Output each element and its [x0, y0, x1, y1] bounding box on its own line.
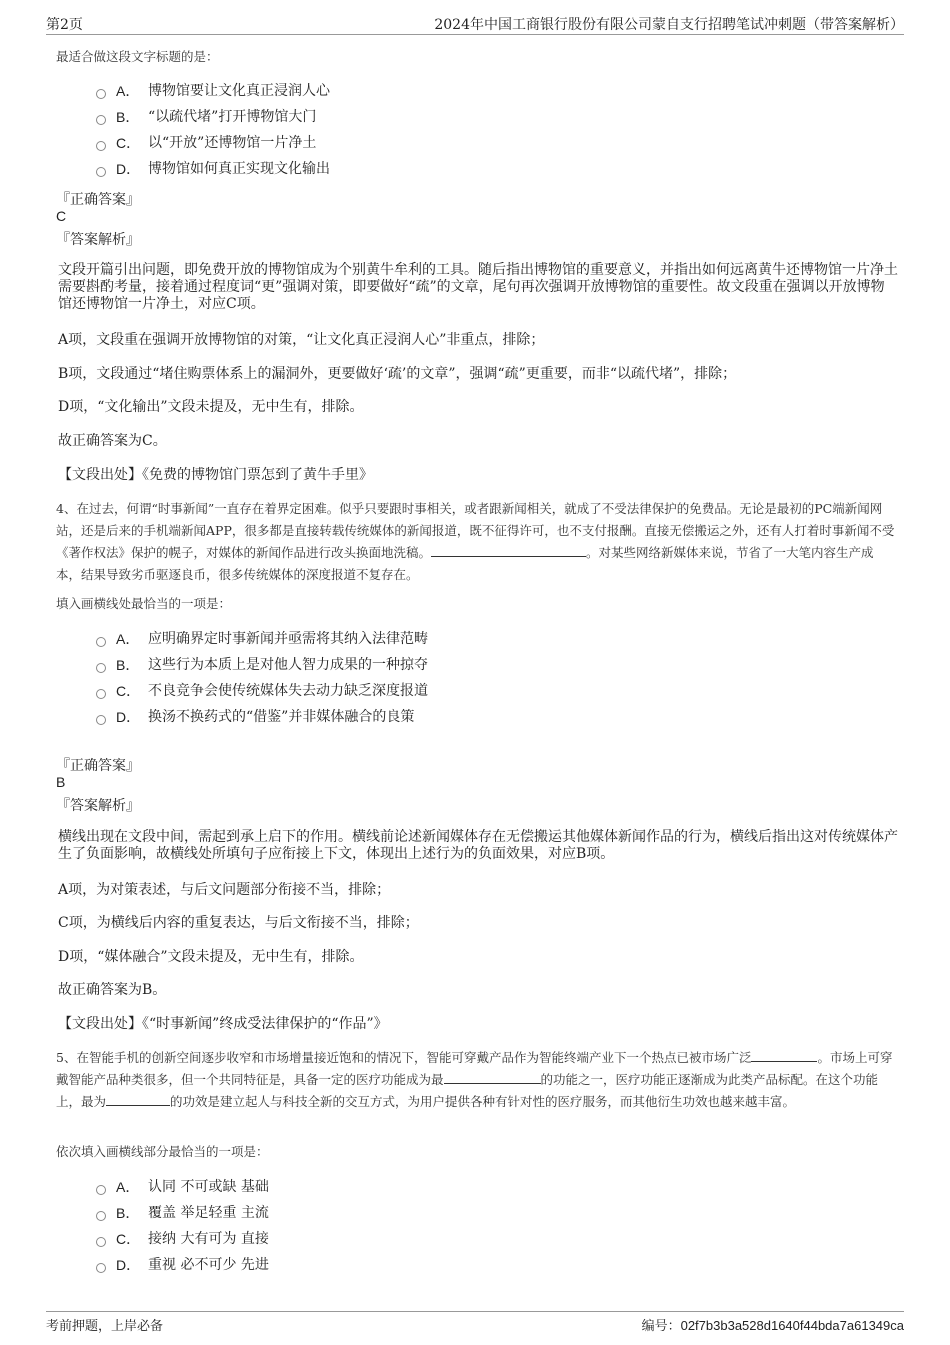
q4-option-c[interactable]: C． 不良竞争会使传统媒体失去动力缺乏深度报道 [96, 678, 428, 704]
q4-stem: 4、在过去，何谓“时事新闻”一直存在着界定困难。似乎只要跟时事相关，或者跟新闻相关，就成了不受法律保护的免费品。无论是最初的PC端新闻网站，还是后来的手机端新闻APP，很多都是直接转载传统媒体的新闻报道，既不征得许可，也不支付报酬。直接无偿搬运之外，还有人打着时事新闻不受《著作权法》保护的幌子，对媒体的新闻作品进行改头换面地洗稿。 。对某些网络新媒体来说，节省了一大笔内容生产成本，结果导致劣币驱逐良币，很多传统媒体的深度报道不复存在。 [56, 501, 895, 582]
q3-analysis-line: D项，“文化输出”文段未提及，无中生有，排除。 [58, 399, 364, 415]
radio-button[interactable] [96, 1211, 106, 1221]
document-code: 编号：02f7b3b3a528d1640f44bda7a61349ca [641, 1318, 904, 1334]
radio-button[interactable] [96, 1263, 106, 1273]
q4-analysis-text: 横线出现在文段中间，需起到承上启下的作用。横线前论述新闻媒体存在无偿搬运其他媒体新闻作品的行为，横线后指出这对传统媒体产生了负面影响，故横线处所填句子应衔接上下文，体现出上述行为的负面效果，对应B项。 [58, 829, 898, 862]
q5-option-d[interactable]: D． 重视 必不可少 先进 [96, 1252, 269, 1278]
q3-option-c[interactable]: C． 以“开放”还博物馆一片净土 [96, 130, 330, 156]
q5-option-a[interactable]: A． 认同 不可或缺 基础 [96, 1174, 269, 1200]
page-number: 第2页 [46, 17, 83, 33]
q3-analysis-line: A项，文段重在强调开放博物馆的对策，“让文化真正浸润人心”非重点，排除； [58, 332, 545, 348]
q4-analysis-line: A项，为对策表述，与后文问题部分衔接不当，排除； [58, 882, 391, 898]
radio-button[interactable] [96, 89, 106, 99]
radio-button[interactable] [96, 715, 106, 725]
radio-button[interactable] [96, 637, 106, 647]
q3-prompt: 最适合做这段文字标题的是： [56, 49, 219, 64]
q4-source: 【文段出处】《“时事新闻”终成受法律保护的“作品”》 [58, 1016, 388, 1032]
document-title: 2024年中国工商银行股份有限公司蒙自支行招聘笔试冲刺题（带答案解析） [434, 17, 904, 33]
q3-source: 【文段出处】《免费的博物馆门票怎到了黄牛手里》 [58, 467, 373, 483]
q3-answer: C [56, 208, 67, 224]
q3-option-d[interactable]: D． 博物馆如何真正实现文化输出 [96, 156, 330, 182]
q3-analysis-text: 文段开篇引出问题，即免费开放的博物馆成为个别黄牛牟利的工具。随后指出博物馆的重要意义，并指出如何远离黄牛还博物馆一片净土需要斟酌考量，接着通过程度词“更”强调对策，即要做好“疏”的文章，尾句再次强调开放博物馆的重要性。故文段重在强调以开放博物馆还博物馆一片净土，对应C项。 [58, 262, 898, 312]
q4-answer: B [56, 774, 66, 790]
radio-button[interactable] [96, 1185, 106, 1195]
q5-option-c[interactable]: C． 接纳 大有可为 直接 [96, 1226, 269, 1252]
q3-option-b[interactable]: B． “以疏代堵”打开博物馆大门 [96, 104, 330, 130]
q4-analysis-line: D项，“媒体融合”文段未提及，无中生有，排除。 [58, 949, 364, 965]
q4-prompt: 填入画横线处最恰当的一项是： [56, 596, 232, 611]
q5-prompt: 依次填入画横线部分最恰当的一项是： [56, 1144, 269, 1159]
q3-conclusion: 故正确答案为C。 [58, 433, 167, 449]
q4-analysis-label: 『答案解析』 [56, 798, 140, 814]
q3-options [96, 78, 330, 182]
blank-line [444, 1070, 541, 1084]
q3-analysis-line: B项，文段通过“堵住购票体系上的漏洞外，更要做好‘疏’的文章”，强调“疏”更重要，而非“以疏代堵”，排除； [58, 366, 737, 382]
q4-answer-label: 『正确答案』 [56, 758, 140, 774]
q5-options [96, 1174, 269, 1278]
blank-line [431, 543, 586, 557]
radio-button[interactable] [96, 141, 106, 151]
blank-line [106, 1092, 170, 1106]
q4-analysis-line: C项，为横线后内容的重复表达，与后文衔接不当，排除； [58, 915, 419, 931]
q3-option-a[interactable]: A． 博物馆要让文化真正浸润人心 [96, 78, 330, 104]
page-header [46, 14, 904, 35]
q3-analysis-label: 『答案解析』 [56, 232, 140, 248]
radio-button[interactable] [96, 115, 106, 125]
q4-option-a[interactable]: A． 应明确界定时事新闻并亟需将其纳入法律范畴 [96, 626, 428, 652]
radio-button[interactable] [96, 1237, 106, 1247]
q3-answer-label: 『正确答案』 [56, 192, 140, 208]
page-footer [46, 1311, 904, 1334]
footer-slogan: 考前押题，上岸必备 [46, 1319, 164, 1334]
q4-conclusion: 故正确答案为B。 [58, 982, 167, 998]
radio-button[interactable] [96, 689, 106, 699]
q5-option-b[interactable]: B． 覆盖 举足轻重 主流 [96, 1200, 269, 1226]
radio-button[interactable] [96, 663, 106, 673]
q4-options [96, 626, 428, 730]
radio-button[interactable] [96, 167, 106, 177]
q5-stem: 5、在智能手机的创新空间逐步收窄和市场增量接近饱和的情况下，智能可穿戴产品作为智能终端产业下一个热点已被市场广泛 。市场上可穿戴智能产品种类很多，但一个共同特征是，具备一定的医疗功能成为最 的功能之一，医疗功能正逐渐成为此类产品标配。在这个功能上，最为 的功效是建立起人与科技全新的交互方式，为用户提供各种有针对性的医疗服务，而其他衍生功效也越来越丰富。 [56, 1050, 893, 1109]
blank-line [751, 1048, 817, 1062]
q4-option-d[interactable]: D． 换汤不换药式的“借鉴”并非媒体融合的良策 [96, 704, 428, 730]
q4-option-b[interactable]: B． 这些行为本质上是对他人智力成果的一种掠夺 [96, 652, 428, 678]
